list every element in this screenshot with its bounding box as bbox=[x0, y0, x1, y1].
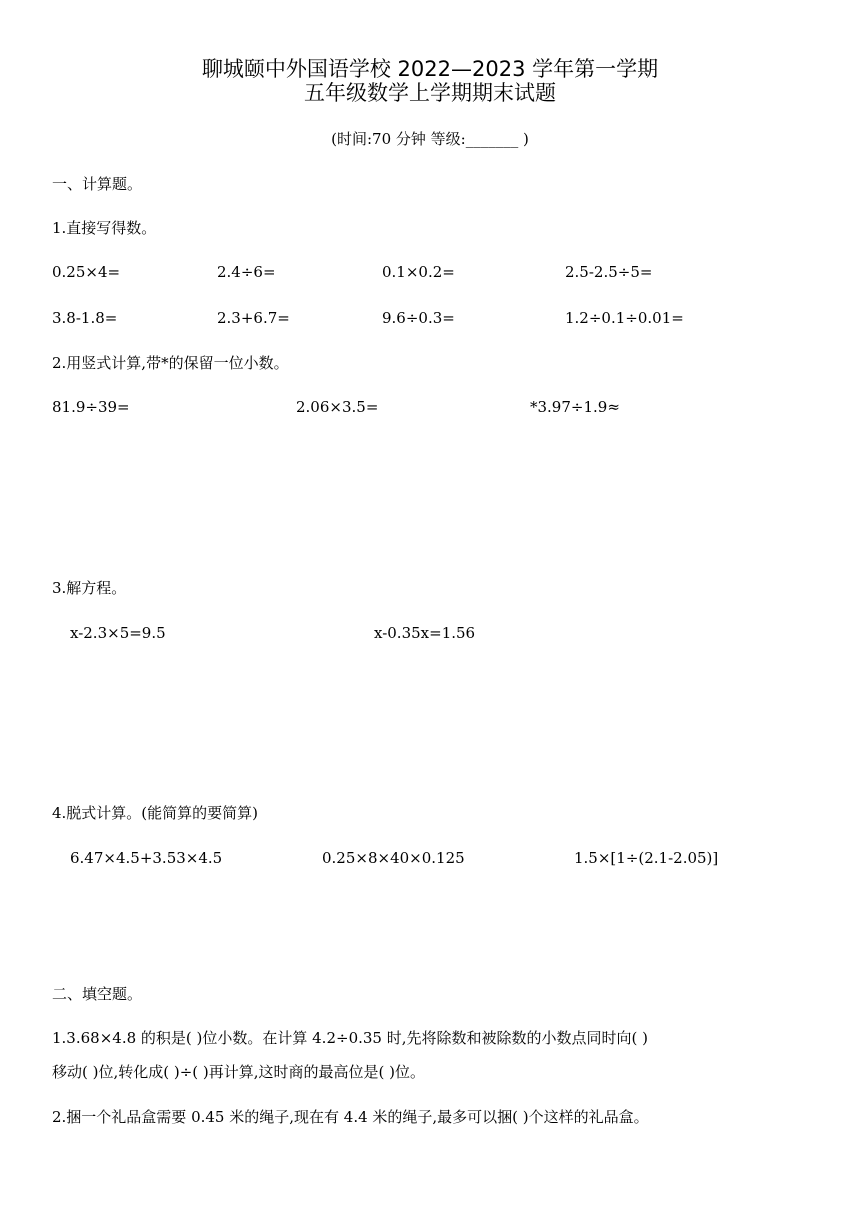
exam-title-line1: 聊城颐中外国语学校 2022—2023 学年第一学期 bbox=[201, 57, 659, 81]
q4-item: 6.47×4.5+3.53×4.5 bbox=[70, 849, 223, 867]
q4-item: 0.25×8×40×0.125 bbox=[322, 849, 465, 867]
q1-item: 0.25×4= bbox=[52, 263, 121, 281]
fill-q2: 2.捆一个礼品盒需要 0.45 米的绳子,现在有 4.4 米的绳子,最多可以捆( )个这样的礼品盒。 bbox=[52, 1108, 649, 1126]
fill-q1-line1: 1.3.68×4.8 的积是( )位小数。在计算 4.2÷0.35 时,先将除数和被除数的小数点同时向( ) bbox=[52, 1029, 648, 1047]
q1-item: 9.6÷0.3= bbox=[382, 309, 455, 327]
q2-item: 2.06×3.5= bbox=[296, 398, 379, 416]
q1-item: 2.4÷6= bbox=[217, 263, 276, 281]
q1-item: 1.2÷0.1÷0.01= bbox=[565, 309, 684, 327]
q3-label: 3.解方程。 bbox=[52, 579, 127, 597]
exam-subtitle: (时间:70 分钟 等级:_______ ) bbox=[331, 130, 529, 148]
q1-label: 1.直接写得数。 bbox=[52, 219, 157, 237]
q1-item: 2.3+6.7= bbox=[217, 309, 290, 327]
section2-heading: 二、填空题。 bbox=[52, 985, 143, 1003]
fill-q1-line2: 移动( )位,转化成( )÷( )再计算,这时商的最高位是( )位。 bbox=[52, 1063, 425, 1081]
q3-item: x-0.35x=1.56 bbox=[374, 624, 476, 642]
q2-item: *3.97÷1.9≈ bbox=[530, 398, 620, 416]
q1-item: 0.1×0.2= bbox=[382, 263, 455, 281]
q3-item: x-2.3×5=9.5 bbox=[70, 624, 166, 642]
q2-item: 81.9÷39= bbox=[52, 398, 130, 416]
q4-item: 1.5×[1÷(2.1-2.05)] bbox=[574, 849, 719, 867]
q1-item: 3.8-1.8= bbox=[52, 309, 118, 327]
q2-label: 2.用竖式计算,带*的保留一位小数。 bbox=[52, 354, 289, 372]
q1-item: 2.5-2.5÷5= bbox=[565, 263, 653, 281]
q4-label: 4.脱式计算。(能简算的要简算) bbox=[52, 804, 259, 822]
exam-title-line2: 五年级数学上学期期末试题 bbox=[304, 81, 556, 105]
section1-heading: 一、计算题。 bbox=[52, 175, 143, 193]
